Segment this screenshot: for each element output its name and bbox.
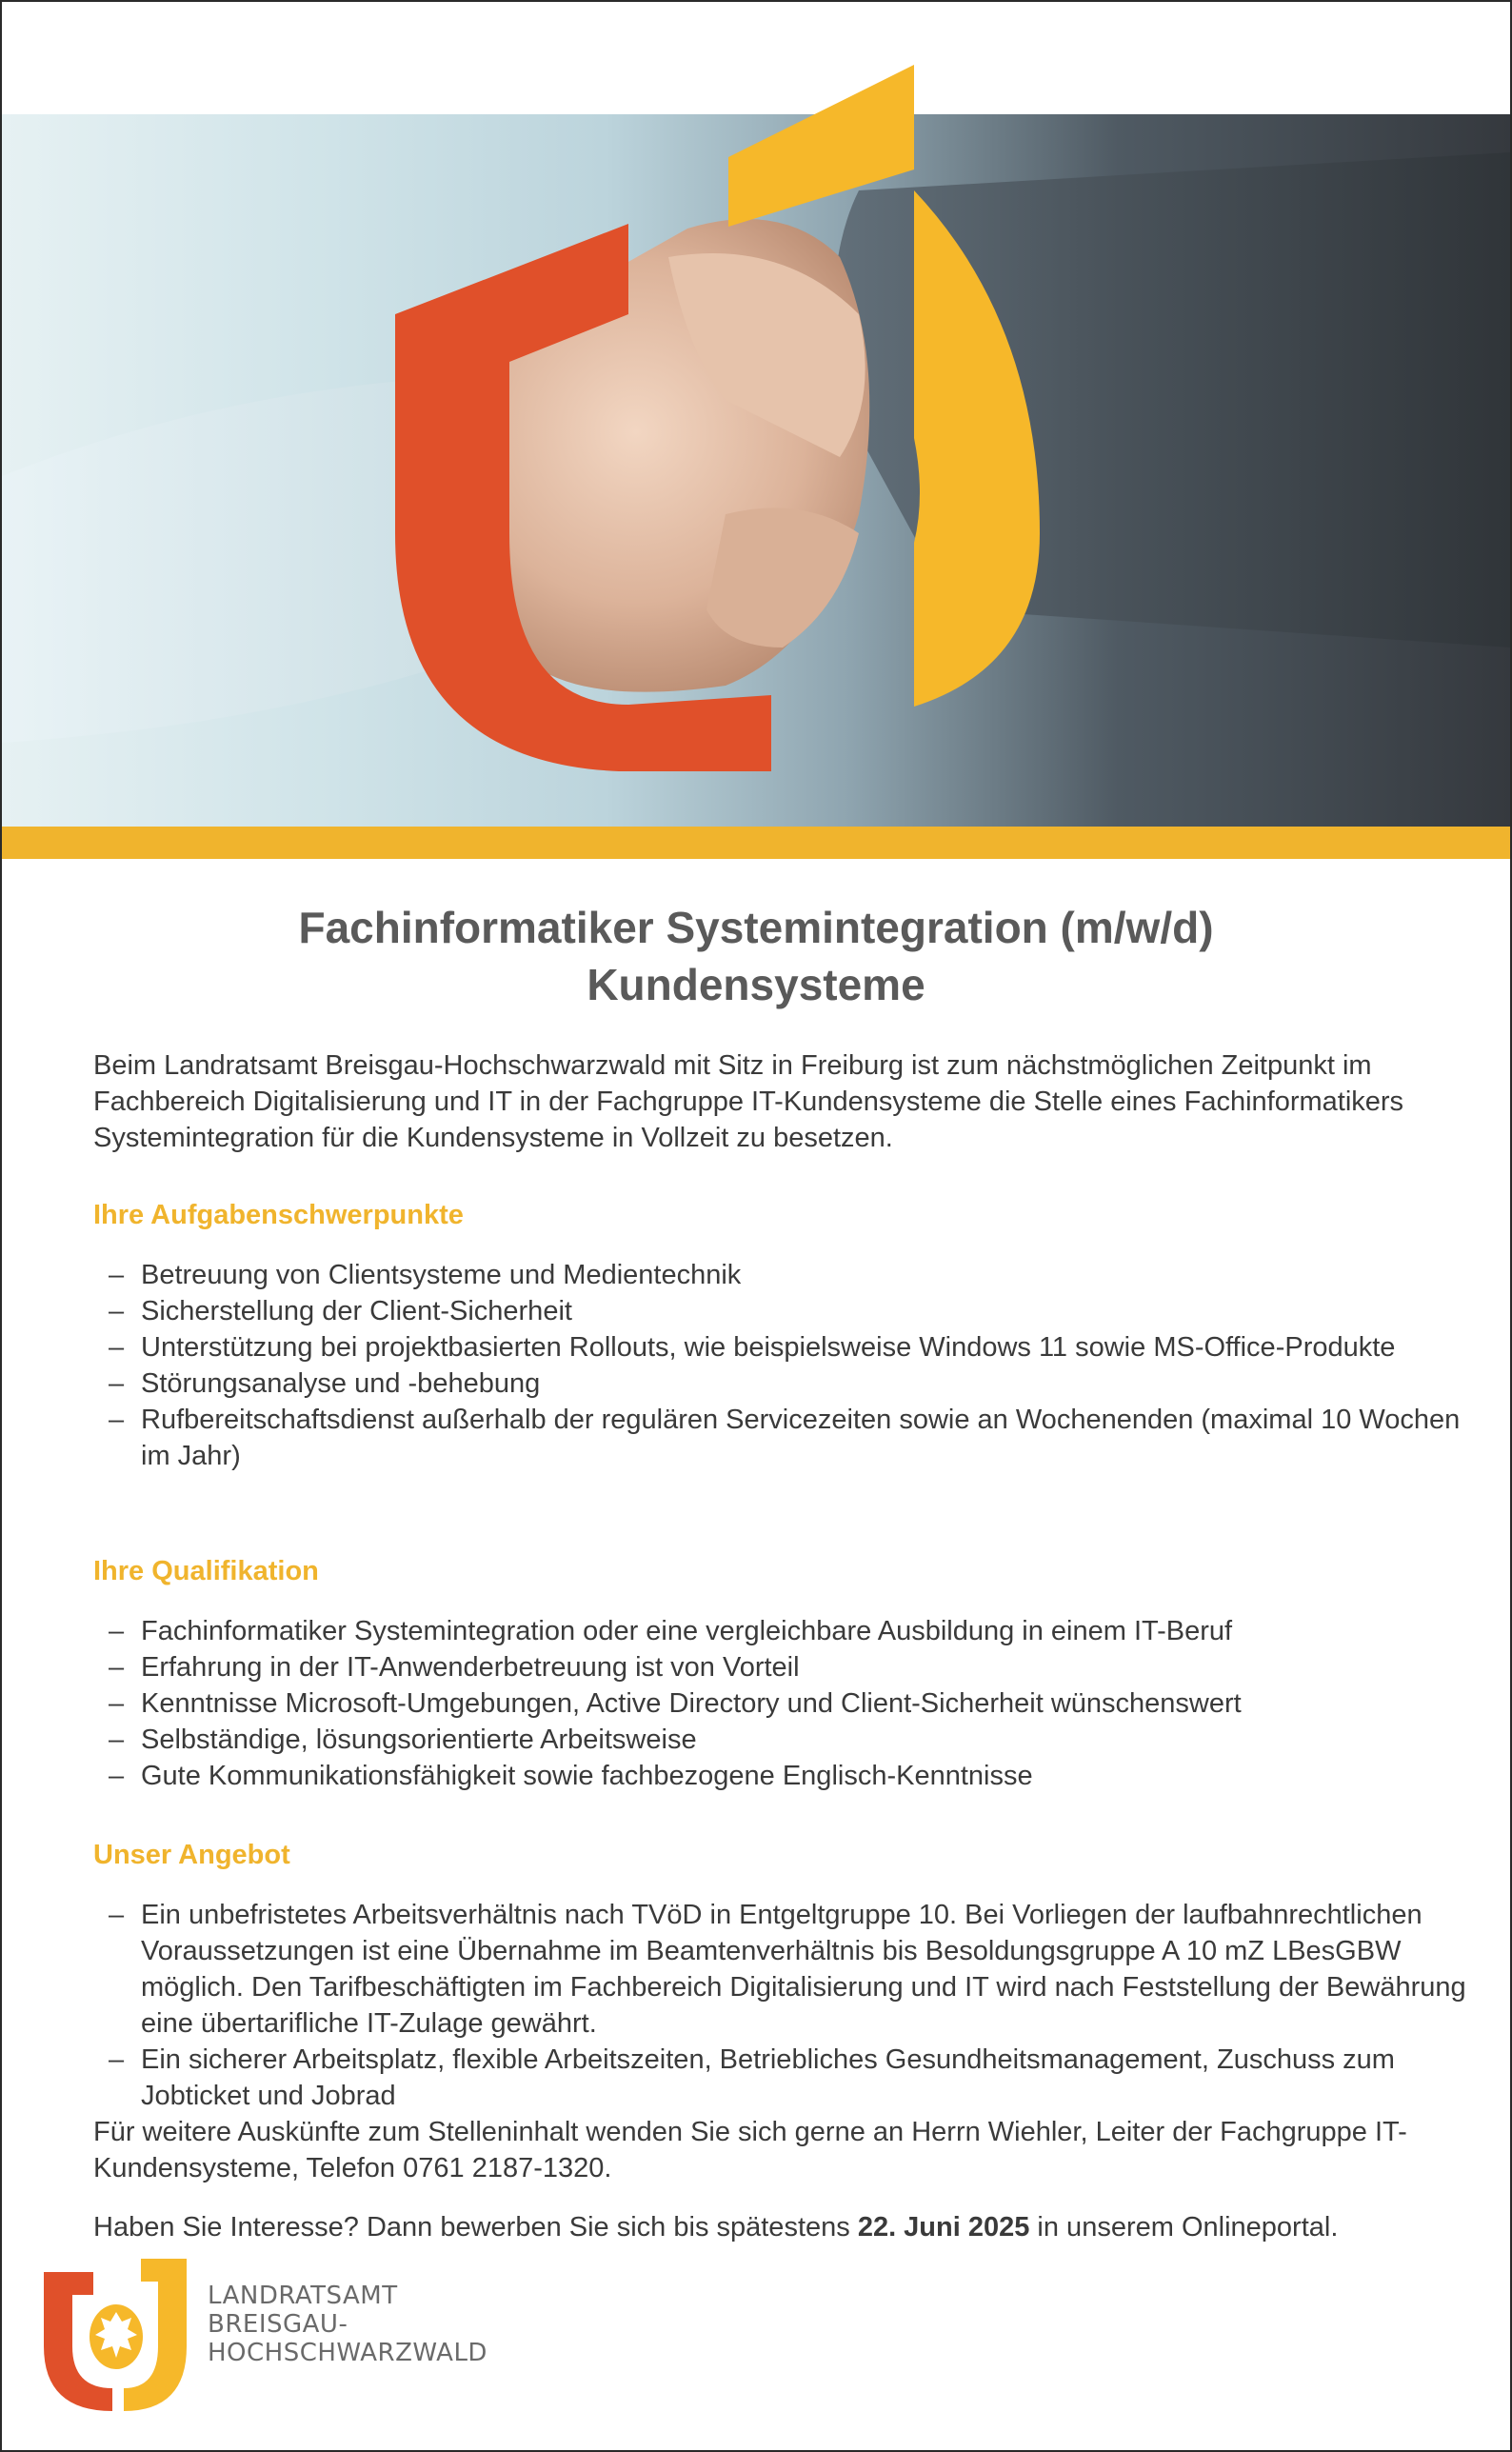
- list-item: – Erfahrung in der IT-Anwenderbetreuung ist von Vorteil: [93, 1649, 1474, 1685]
- qualification-list: [93, 1613, 1474, 1794]
- handshake-photo: [2, 114, 1510, 827]
- intro-paragraph: Beim Landratsamt Breisgau-Hochschwarzwald mit Sitz in Freiburg ist zum nächstmöglichen Zeitpunkt im Fachbereich Digitalisierung und IT in der Fachgruppe IT-Kundensysteme die Stelle eines Fachinformatikers Systemintegration für die Kundensysteme in Vollzeit zu besetzen.: [93, 1050, 1404, 1153]
- footer-org-name: [208, 2282, 487, 2367]
- list-item: – Fachinformatiker Systemintegration oder eine vergleichbare Ausbildung in einem IT-Beruf: [93, 1613, 1474, 1649]
- title-line-1: Fachinformatiker Systemintegration (m/w/d): [298, 903, 1214, 952]
- list-item: – Gute Kommunikationsfähigkeit sowie fachbezogene Englisch-Kenntnisse: [93, 1758, 1474, 1794]
- apply-paragraph: [93, 2209, 1474, 2245]
- tasks-list: [93, 1257, 1474, 1474]
- list-item: – Ein unbefristetes Arbeitsverhältnis nach TVöD in Entgeltgruppe 10. Bei Vorliegen der laufbahnrechtlichen Voraussetzungen ist eine Übernahme im Beamtenverhältnis bis Besoldungsgruppe A 10 mZ LBesGBW möglich. Den Tarifbeschäftigten im Fachbereich Digitalisierung und IT wird nach Feststellung der Bewährung eine übertarifliche IT-Zulage gewährt.: [93, 1897, 1474, 2042]
- title-line-2: Kundensysteme: [587, 960, 925, 1009]
- list-item: – Betreuung von Clientsysteme und Medientechnik: [93, 1257, 1474, 1293]
- list-item: – Rufbereitschaftsdienst außerhalb der regulären Servicezeiten sowie an Wochenenden (maximal 10 Wochen im Jahr): [93, 1402, 1474, 1474]
- footer-line-1: LANDRATSAMT: [208, 2282, 398, 2310]
- offer-list: [93, 1897, 1474, 2114]
- section-title-tasks: Ihre Aufgabenschwerpunkte: [93, 1200, 464, 1230]
- hero-image: [2, 114, 1510, 827]
- list-item: – Ein sicherer Arbeitsplatz, flexible Arbeitszeiten, Betriebliches Gesundheitsmanagement, Zuschuss zum Jobticket und Jobrad: [93, 2042, 1474, 2114]
- list-item: – Selbständige, lösungsorientierte Arbeitsweise: [93, 1722, 1474, 1758]
- footer-line-3: HOCHSCHWARZWALD: [208, 2339, 487, 2367]
- list-item: – Sicherstellung der Client-Sicherheit: [93, 1293, 1474, 1329]
- section-title-offer: Unser Angebot: [93, 1840, 290, 1870]
- list-item: – Kenntnisse Microsoft-Umgebungen, Active Directory und Client-Sicherheit wünschenswert: [93, 1685, 1474, 1722]
- apply-text-after: in unserem Onlineportal.: [1029, 2212, 1339, 2243]
- accent-bar: [2, 827, 1510, 859]
- list-item: – Störungsanalyse und -behebung: [93, 1366, 1474, 1402]
- footer-line-2: BREISGAU-: [208, 2310, 348, 2339]
- contact-paragraph: Für weitere Auskünfte zum Stelleninhalt wenden Sie sich gerne an Herrn Wiehler, Leiter der Fachgruppe IT-Kundensysteme, Telefon 0761 2187-1320.: [93, 2117, 1407, 2183]
- landratsamt-logo-icon: [36, 2259, 198, 2422]
- page-title: [0, 899, 1512, 1013]
- list-item: – Unterstützung bei projektbasierten Rollouts, wie beispielsweise Windows 11 sowie MS-Office-Produkte: [93, 1329, 1474, 1366]
- apply-deadline: 22. Juni 2025: [857, 2212, 1030, 2243]
- apply-text-before: Haben Sie Interesse? Dann bewerben Sie sich bis spätestens: [93, 2212, 858, 2243]
- section-title-qualification: Ihre Qualifikation: [93, 1556, 319, 1586]
